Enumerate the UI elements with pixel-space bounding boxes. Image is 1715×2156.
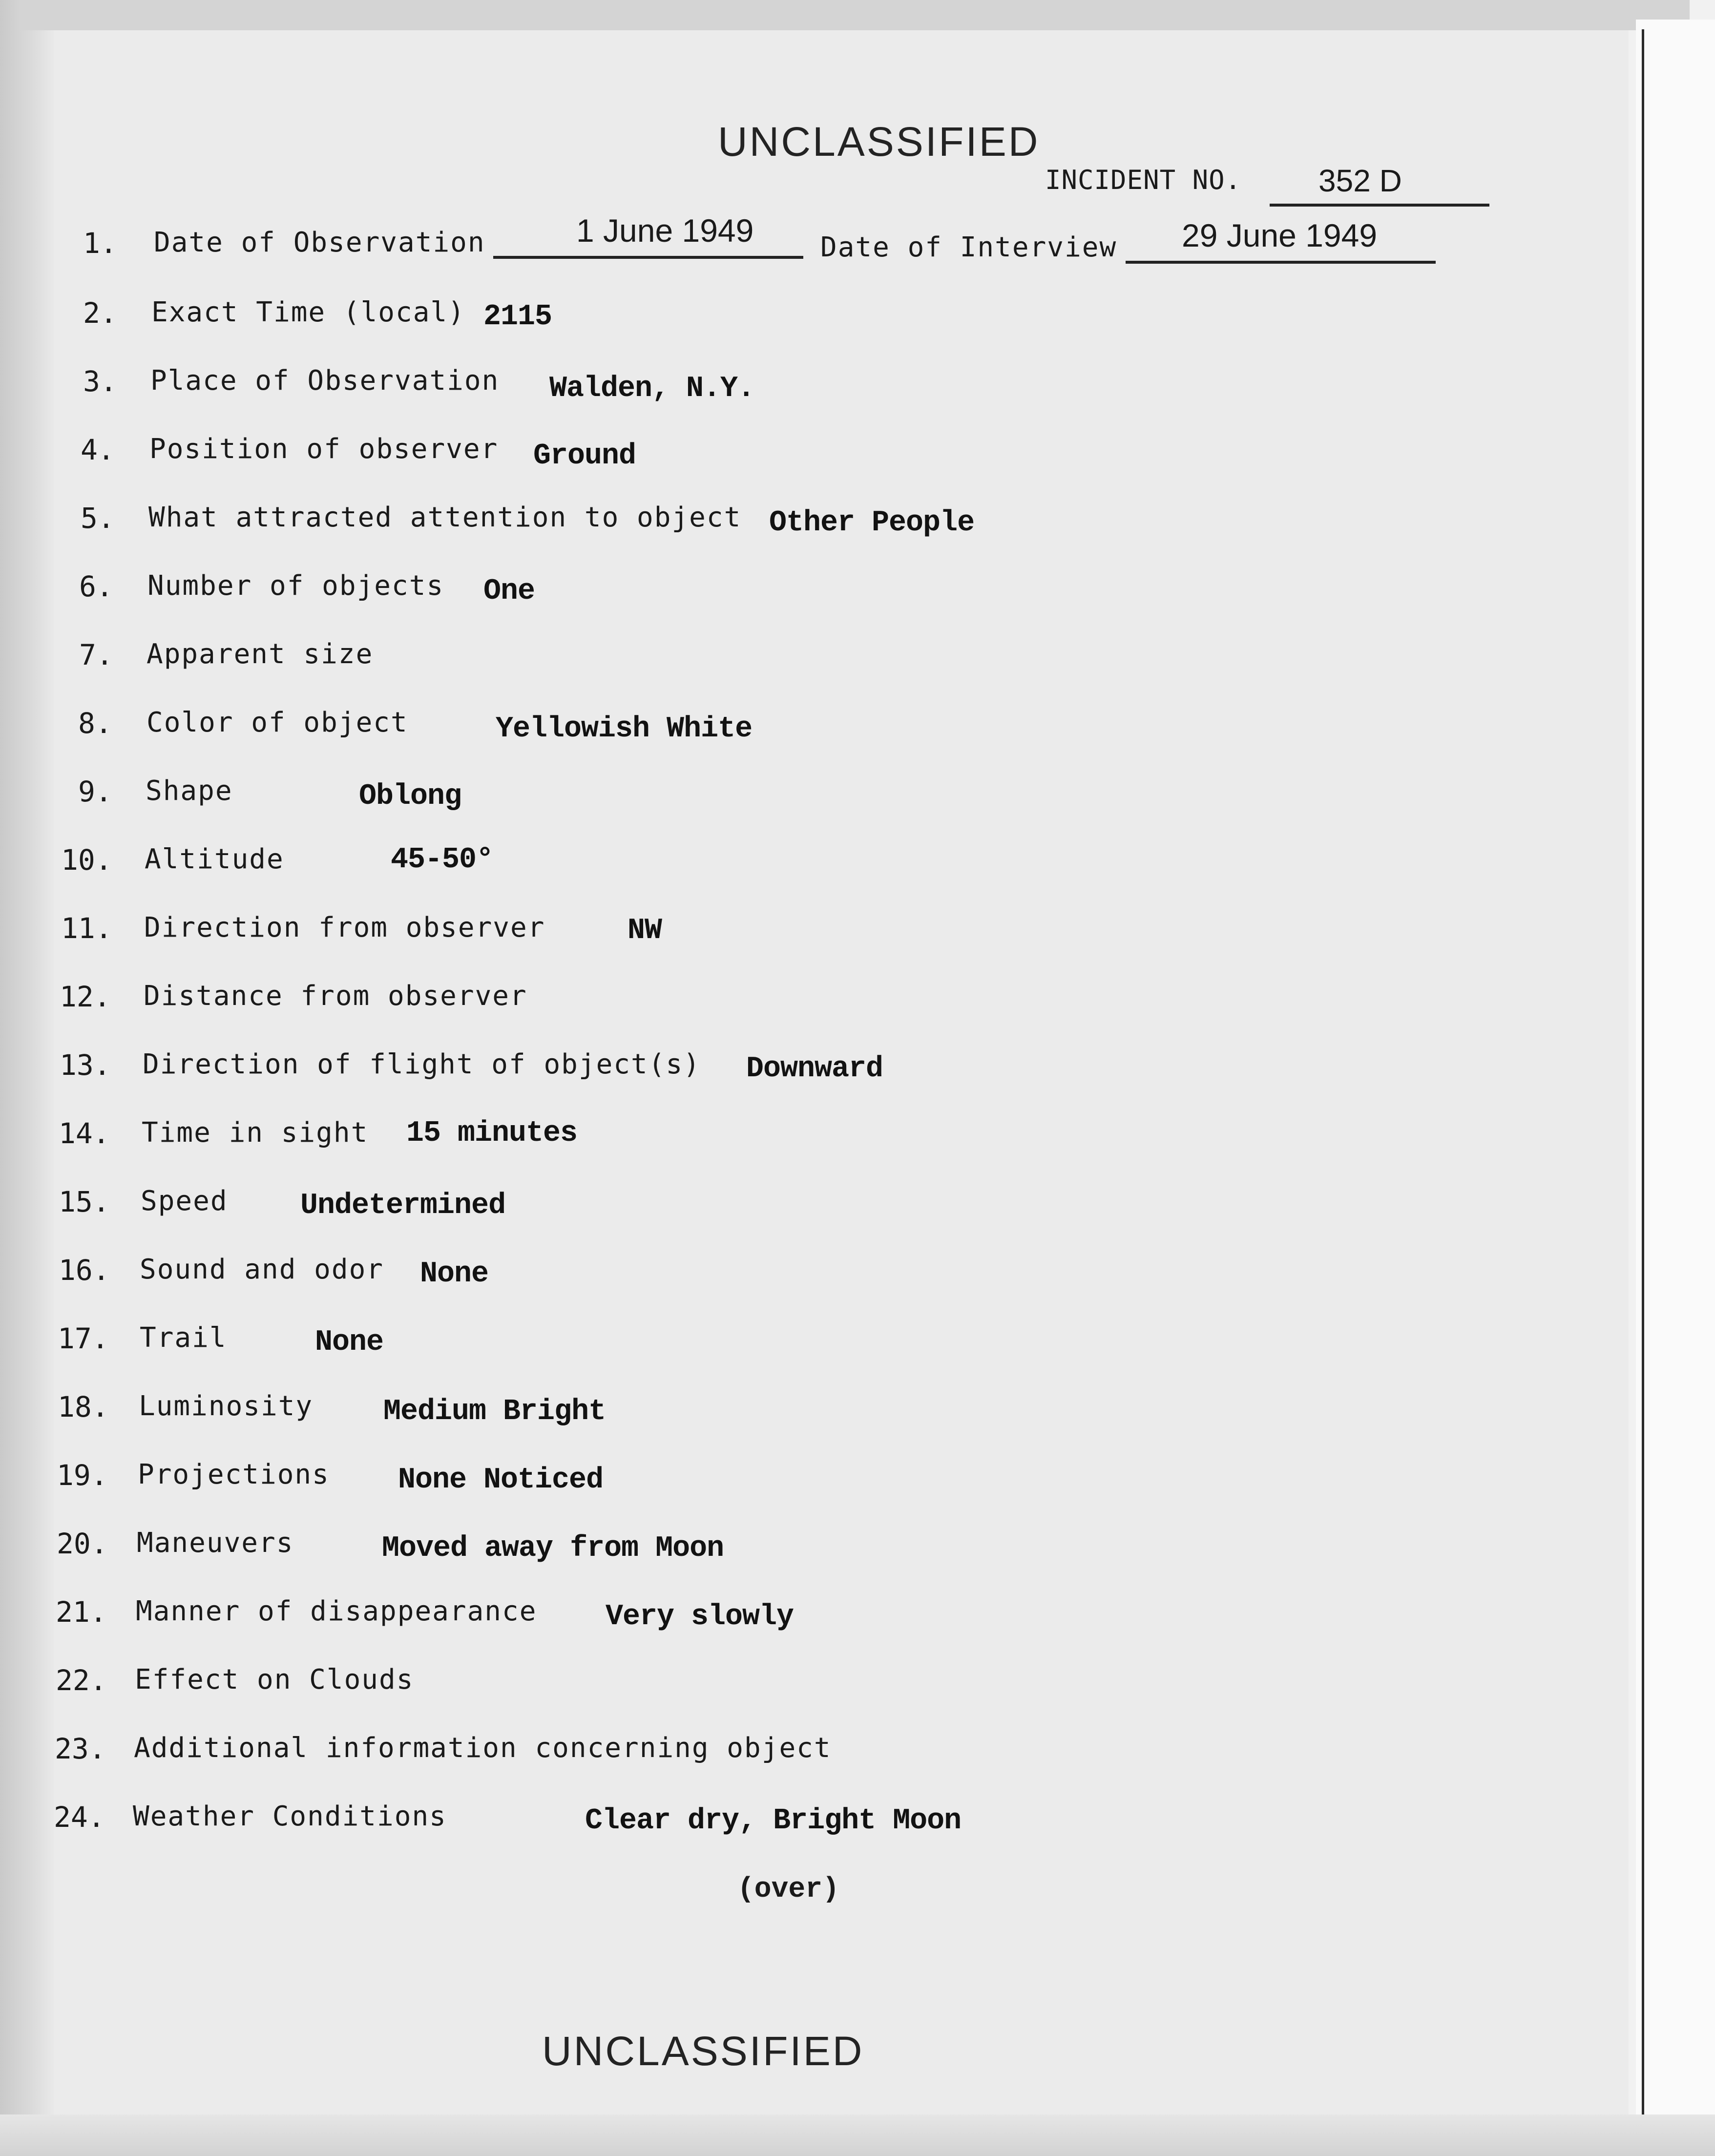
item-value: Yellowish White: [496, 712, 753, 746]
item-label: Luminosity: [139, 1390, 314, 1422]
item-value: Other People: [769, 506, 975, 540]
item-label: Maneuvers: [137, 1527, 294, 1559]
item-value: None Noticed: [398, 1464, 604, 1497]
item-value: Clear dry, Bright Moon: [585, 1804, 962, 1838]
item-label: Additional information concerning object: [134, 1732, 832, 1764]
over-note: (over): [737, 1874, 839, 1905]
item-number: 7.: [79, 638, 113, 671]
item-number: 15.: [59, 1185, 110, 1218]
item-number: 13.: [60, 1048, 111, 1082]
item-value: None: [315, 1326, 384, 1359]
classification-stamp-bottom: UNCLASSIFIED: [542, 2028, 864, 2074]
item-label: Color of object: [146, 707, 408, 738]
item-number: 14.: [59, 1117, 110, 1150]
item-value: Walden, N.Y.: [549, 372, 755, 405]
scan-edge-top: [20, 0, 1690, 30]
item-number: 4.: [81, 433, 115, 466]
item-label: What attracted attention to object: [148, 502, 742, 533]
item-number: 3.: [83, 365, 117, 398]
date-interview-value: 29 June 1949: [1182, 217, 1378, 253]
date-interview-label: Date of Interview: [820, 231, 1117, 263]
item-label: Distance from observer: [144, 980, 527, 1012]
item-label: Apparent size: [146, 638, 374, 670]
item-label: Effect on Clouds: [135, 1664, 414, 1695]
item-label: Manner of disappearance: [136, 1595, 537, 1627]
item-number: 11.: [61, 912, 112, 945]
item-label: Direction of flight of object(s): [143, 1048, 701, 1080]
item-value: Oblong: [359, 780, 462, 813]
item-number: 19.: [57, 1459, 108, 1492]
item-label: Number of objects: [147, 570, 444, 602]
item-number: 9.: [78, 775, 112, 808]
item-label: Projections: [138, 1459, 330, 1490]
item-label: Place of Observation: [150, 365, 500, 397]
item-value: 15 minutes: [406, 1117, 578, 1150]
incident-label: INCIDENT NO.: [1045, 165, 1242, 195]
date-observation-label: Date of Observation: [154, 227, 485, 258]
item-value: Medium Bright: [383, 1395, 606, 1428]
item-number: 16.: [59, 1254, 110, 1287]
item-label: Weather Conditions: [133, 1800, 447, 1832]
item-number: 20.: [57, 1527, 108, 1560]
paper-right-border: [1642, 29, 1644, 2114]
item-label: Position of observer: [149, 433, 499, 465]
classification-stamp-top: UNCLASSIFIED: [718, 119, 1040, 165]
item-value: Ground: [533, 440, 636, 473]
item-label: Shape: [146, 775, 233, 807]
item-number: 23.: [55, 1732, 106, 1765]
item-number: 8.: [78, 707, 112, 740]
item-value: None: [420, 1257, 489, 1291]
item-number: 2.: [83, 296, 117, 330]
item-number: 10.: [61, 843, 112, 877]
report-form: [54, 30, 1629, 2114]
item-value: Moved away from Moon: [382, 1532, 724, 1565]
item-value: NW: [627, 914, 662, 947]
item-value: Very slowly: [606, 1600, 794, 1633]
item-number: 5.: [81, 502, 115, 535]
date-interview-field: [1126, 217, 1436, 264]
item-value: 2115: [483, 300, 552, 334]
item-number: 6.: [79, 570, 113, 603]
item-value: Undetermined: [300, 1189, 506, 1222]
item-label: Time in sight: [142, 1117, 369, 1149]
item-label: Speed: [141, 1185, 228, 1217]
item-value: 45-50°: [391, 843, 494, 877]
item-value: One: [483, 575, 535, 608]
item-number: 1.: [83, 227, 117, 260]
incident-number-field: [1270, 160, 1489, 207]
scan-edge-right: [1636, 20, 1715, 2156]
scan-edge-bottom: [0, 2114, 1715, 2156]
item-label: Exact Time (local): [151, 296, 465, 328]
scan-edge-left: [0, 0, 54, 2156]
date-observation-field: [493, 212, 803, 259]
item-number: 24.: [54, 1800, 105, 1834]
item-number: 18.: [58, 1390, 109, 1423]
item-label: Trail: [140, 1322, 227, 1354]
item-label: Sound and odor: [140, 1254, 384, 1285]
item-label: Direction from observer: [144, 912, 545, 943]
item-label: Altitude: [145, 843, 284, 875]
item-number: 22.: [56, 1664, 107, 1697]
item-value: Downward: [746, 1052, 883, 1086]
date-observation-value: 1 June 1949: [576, 212, 754, 249]
incident-number: 352 D: [1318, 163, 1402, 198]
item-number: 12.: [60, 980, 111, 1013]
item-number: 17.: [58, 1322, 109, 1355]
item-number: 21.: [56, 1595, 107, 1629]
